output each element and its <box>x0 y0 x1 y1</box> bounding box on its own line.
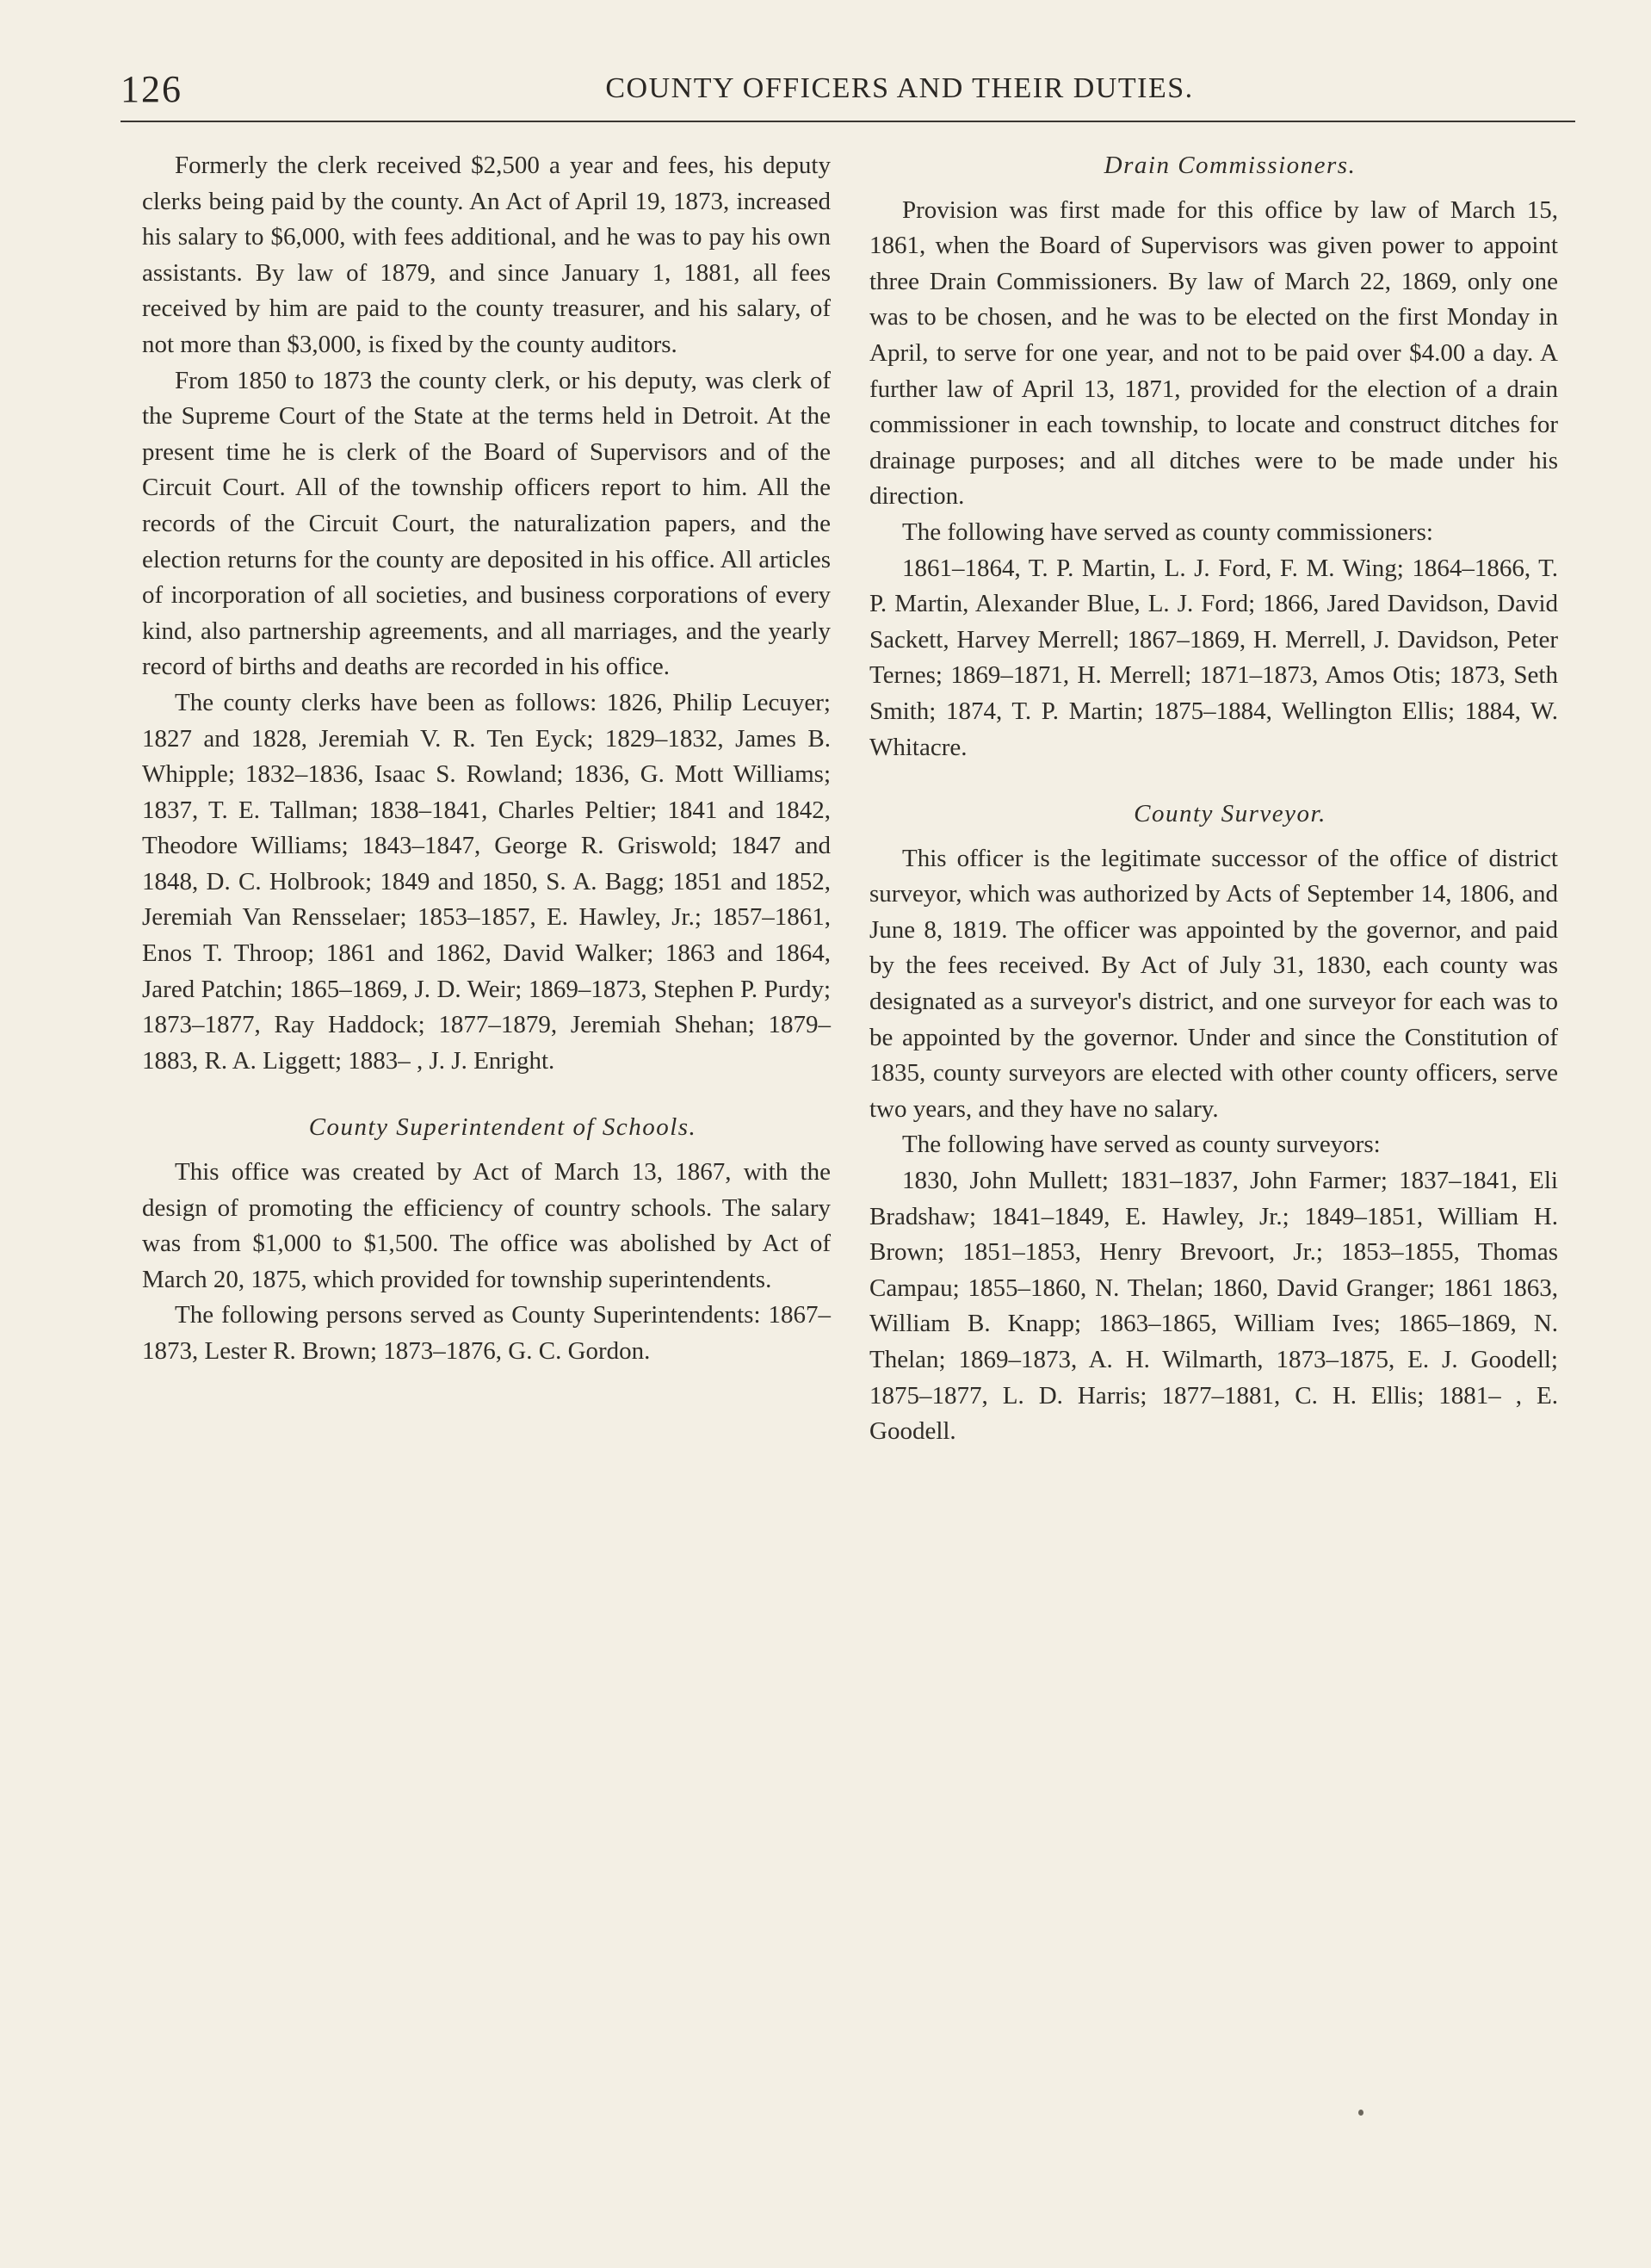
paragraph-drain-list: 1861–1864, T. P. Martin, L. J. Ford, F. M. Wing; 1864–1866, T. P. Martin, Alexander Blue, L. J. Ford; 1866, Jared Davidson, David Sackett, Harvey Merrell; 1867–1869, H. Merrell, J. Davidson, Peter Ternes; 1869–1871, H. Merrell; 1871–1873, Amos Otis; 1873, Seth Smith; 1874, T. P. Martin; 1875–1884, Wellington Ellis; 1884, W. Whitacre. <box>869 554 1558 761</box>
paragraph-clerk-list: The county clerks have been as follows: 1826, Philip Lecuyer; 1827 and 1828, Jeremiah V. R. Ten Eyck; 1829–1832, James B. Whipple; 1832–1836, Isaac S. Rowland; 1836, G. Mott Williams; 1837, T. E. Tallman; 1838–1841, Charles Peltier; 1841 and 1842, Theodore Williams; 1843–1847, George R. Griswold; 1847 and 1848, D. C. Holbrook; 1849 and 1850, S. A. Bagg; 1851 and 1852, Jeremiah Van Rensselaer; 1853–1857, E. Hawley, Jr.; 1857–1861, Enos T. Throop; 1861 and 1862, David Walker; 1863 and 1864, Jared Patchin; 1865–1869, J. D. Weir; 1869–1873, Stephen P. Purdy; 1873–1877, Ray Haddock; 1877–1879, Jeremiah Shehan; 1879–1883, R. A. Liggett; 1883– , J. J. Enright. <box>142 688 831 1075</box>
section-heading-schools: County Superintendent of Schools. <box>308 1113 697 1142</box>
page-header <box>121 67 1575 119</box>
right-column <box>869 148 1558 1450</box>
paragraph-drain-history: Provision was first made for this office by law of March 15, 1861, when the Board of Supervisors was given power to appoint three Drain Commissioners. By law of March 22, 1869, only one was to be chosen, and he was to be elected on the first Monday in April, to serve for one year, and not to be paid over $4.00 a day. A further law of April 13, 1871, provided for the election of a drain commissioner in each township, to locate and construct ditches for drainage purposes; and all ditches were to be made under his direction. <box>869 195 1558 511</box>
paragraph-surveyor-list: 1830, John Mullett; 1831–1837, John Farmer; 1837–1841, Eli Bradshaw; 1841–1849, E. Hawley, Jr.; 1849–1851, William H. Brown; 1851–1853, Henry Brevoort, Jr.; 1853–1855, Thomas Campau; 1855–1860, N. Thelan; 1860, David Granger; 1861 1863, William B. Knapp; 1863–1865, William Ives; 1865–1869, N. Thelan; 1869–1873, A. H. Wilmarth, 1873–1875, E. J. Goodell; 1875–1877, L. D. Harris; 1877–1881, C. H. Ellis; 1881– , E. Goodell. <box>869 1167 1558 1446</box>
section-heading-surveyor: County Surveyor. <box>1134 800 1326 828</box>
paragraph-clerk-salary: Formerly the clerk received $2,500 a year and fees, his deputy clerks being paid by the county. An Act of April 19, 1873, increased his salary to $6,000, with fees additional, and he was to pay his own assistants. By law of 1879, and since January 1, 1881, all fees received by him are paid to the county treasurer, and his salary, of not more than $3,000, is fixed by the county auditors. <box>142 152 831 358</box>
header-rule <box>121 121 1575 122</box>
left-column <box>142 148 831 1370</box>
paragraph-drain-intro: The following have served as county commissioners: <box>902 517 1433 546</box>
paragraph-schools-list: The following persons served as County Superintendents: 1867–1873, Lester R. Brown; 1873–1876, G. C. Gordon. <box>142 1301 831 1365</box>
paragraph-schools-office: This office was created by Act of March 13, 1867, with the design of promoting the efficiency of country schools. The salary was from $1,000 to $1,500. The office was abolished by Act of March 20, 1875, which provided for township superintendents. <box>142 1158 831 1293</box>
paragraph-clerk-duties: From 1850 to 1873 the county clerk, or his deputy, was clerk of the Supreme Court of the State at the terms held in Detroit. At the present time he is clerk of the Board of Supervisors and of the Circuit Court. All of the township officers report to him. All the records of the Circuit Court, the naturalization papers, and the election returns for the county are deposited in his office. All articles of incorporation of all societies, and business corporations of every kind, also partnership agreements, and all marriages, and the yearly record of births and deaths are recorded in his office. <box>142 366 831 681</box>
page-number: 126 <box>121 68 182 110</box>
paragraph-surveyor-history: This officer is the legitimate successor of the office of district surveyor, which was authorized by Acts of September 14, 1806, and June 8, 1819. The officer was appointed by the governor, and paid by the fees received. By Act of July 31, 1830, each county was designated as a surveyor's district, and one surveyor for each was to be appointed by the governor. Under and since the Constitution of 1835, county surveyors are elected with other county officers, serve two years, and they have no salary. <box>869 844 1558 1123</box>
paragraph-surveyor-intro: The following have served as county surveyors: <box>902 1131 1381 1159</box>
section-heading-drain: Drain Commissioners. <box>1104 152 1357 179</box>
paper-speck <box>1358 2110 1363 2116</box>
running-title: COUNTY OFFICERS AND THEIR DUTIES. <box>605 72 1194 104</box>
